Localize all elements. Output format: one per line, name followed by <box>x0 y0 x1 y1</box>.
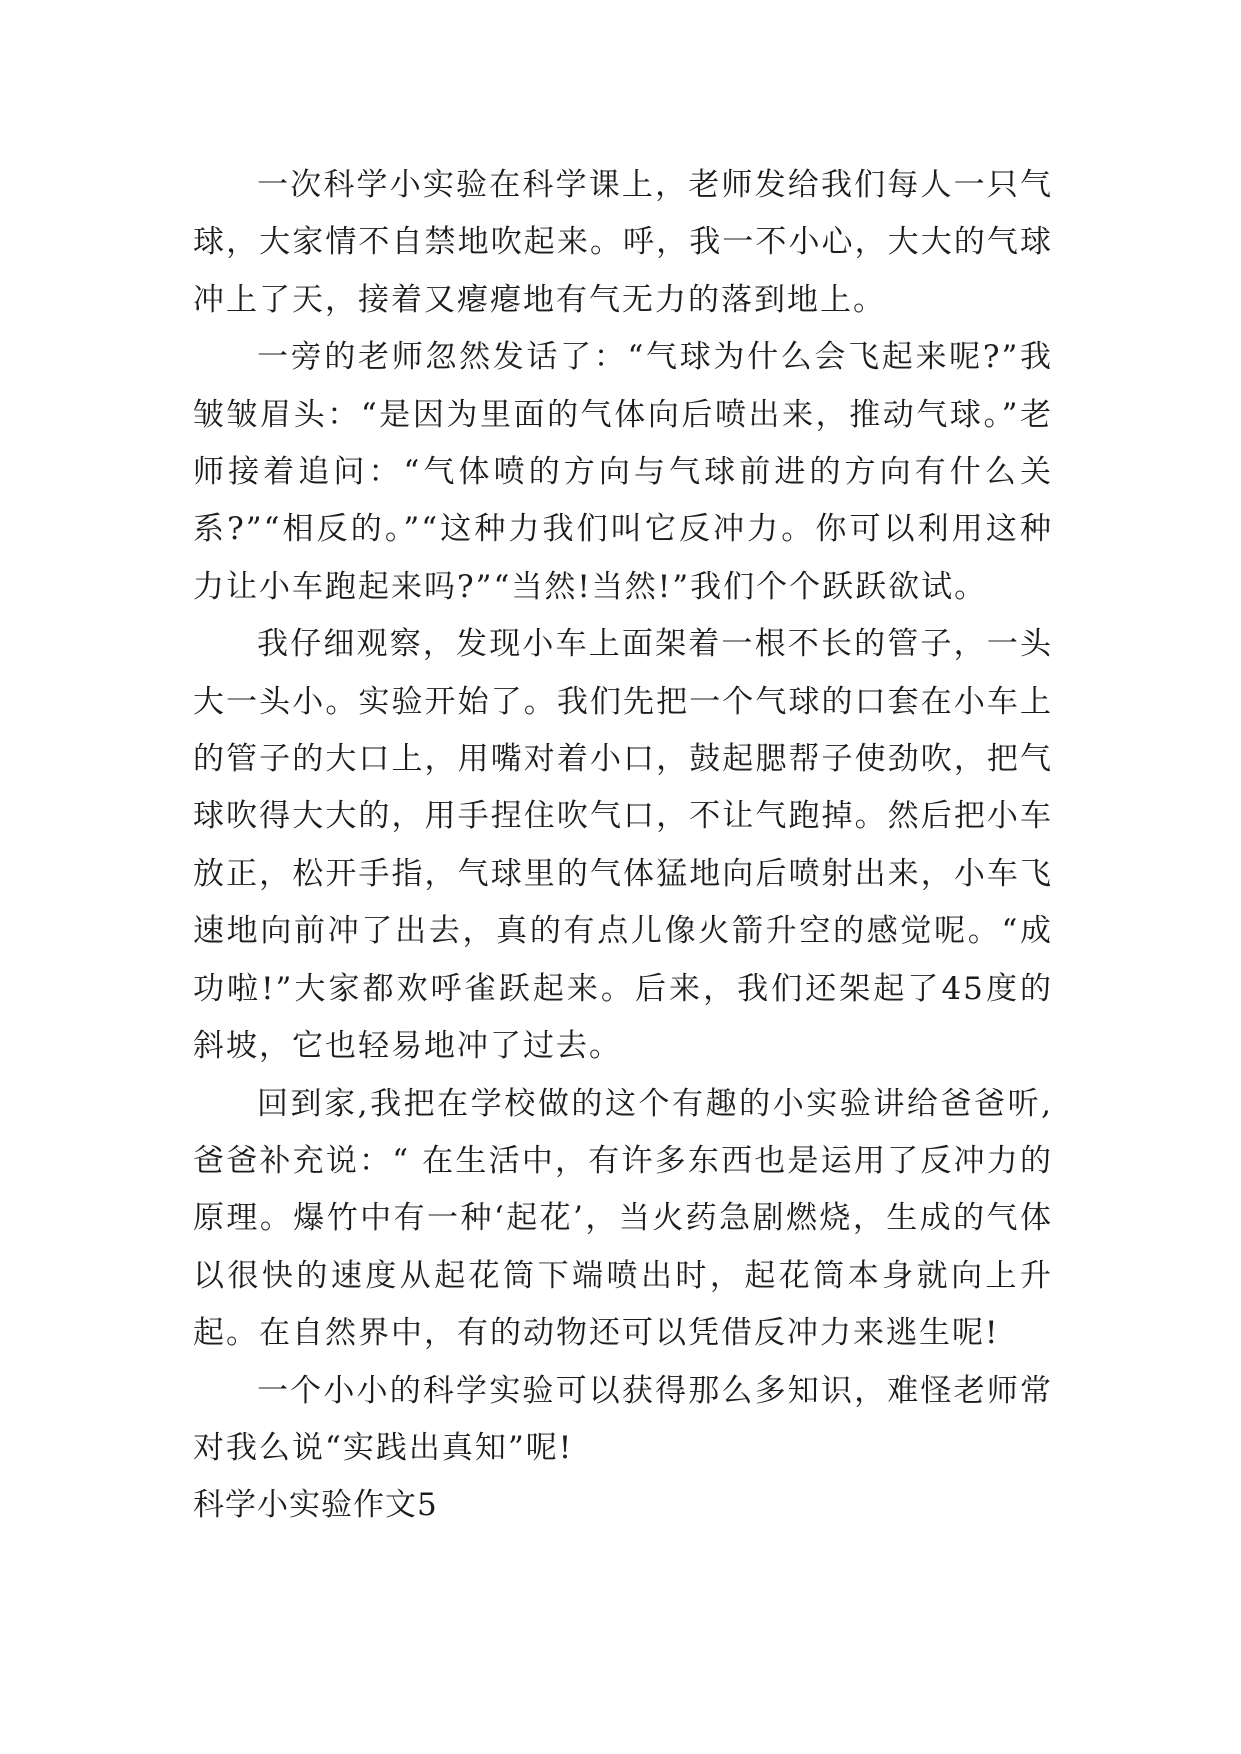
paragraph-2: 一旁的老师忽然发话了：“气球为什么会飞起来呢?”我皱皱眉头：“是因为里面的气体向后喷出来，推动气球。”老师接着追问：“气体喷的方向与气球前进的方向有什么关系?”“相反的。”“这种力我们叫它反冲力。你可以利用这种力让小车跑起来吗?”“当然!当然!”我们个个跃跃欲试。 <box>193 339 1053 605</box>
document-body <box>193 157 1053 1535</box>
paragraph-4: 回到家,我把在学校做的这个有趣的小实验讲给爸爸听,爸爸补充说：“ 在生活中，有许多东西也是运用了反冲力的原理。爆竹中有一种‘起花’，当火药急剧燃烧，生成的气体以很快的速度从起花筒下端喷出时，起花筒本身就向上升起。在自然界中，有的动物还可以凭借反冲力来逃生呢! <box>193 1085 1053 1352</box>
section-heading: 科学小实验作文5 <box>193 1487 438 1524</box>
paragraph-5: 一个小小的科学实验可以获得那么多知识，难怪老师常对我么说“实践出真知”呢! <box>193 1372 1053 1466</box>
paragraph-1: 一次科学小实验在科学课上，老师发给我们每人一只气球，大家情不自禁地吹起来。呼，我一不小心，大大的气球冲上了天，接着又瘪瘪地有气无力的落到地上。 <box>193 167 1053 318</box>
paragraph-3: 我仔细观察，发现小车上面架着一根不长的管子，一头大一头小。实验开始了。我们先把一个气球的口套在小车上的管子的大口上，用嘴对着小口，鼓起腮帮子使劲吹，把气球吹得大大的，用手捏住吹气口，不让气跑掉。然后把小车放正，松开手指，气球里的气体猛地向后喷射出来，小车飞速地向前冲了出去，真的有点儿像火箭升空的感觉呢。“成功啦!”大家都欢呼雀跃起来。后来，我们还架起了45度的斜坡，它也轻易地冲了过去。 <box>193 626 1053 1065</box>
